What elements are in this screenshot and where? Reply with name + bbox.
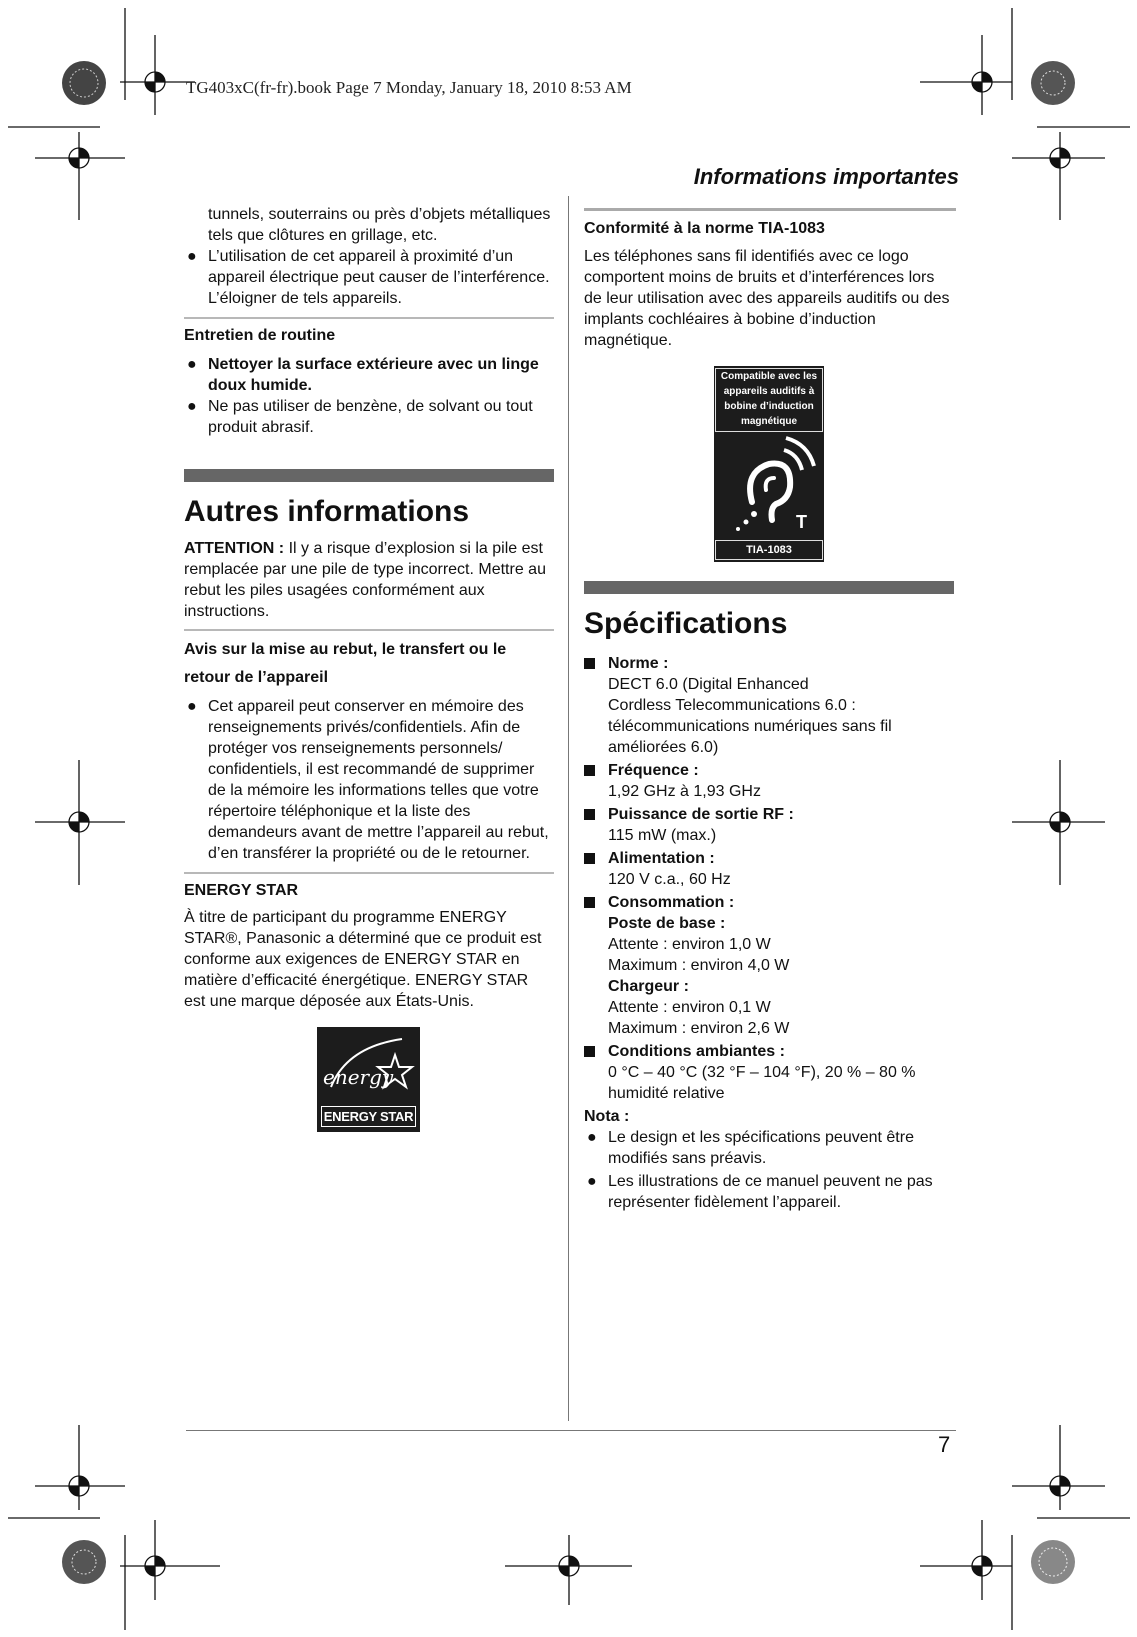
bullet-icon: ● — [187, 356, 197, 373]
bullet-icon: ● — [187, 398, 197, 415]
energy-star-logo-label: ENERGY STAR — [321, 1106, 416, 1127]
spec-item: Alimentation : 120 V c.a., 60 Hz — [584, 848, 964, 890]
running-title: Informations importantes — [693, 164, 959, 189]
specifications-list — [584, 653, 964, 1213]
list-item: ● L’utilisation de cet appareil à proximité d’un appareil électrique peut causer de l’interférence. L’éloigner de tels appareils. — [187, 248, 550, 307]
tia-1083-logo — [714, 366, 824, 562]
energy-star-title: ENERGY STAR — [184, 882, 299, 899]
footer-rule — [186, 1430, 956, 1431]
running-title-rule — [584, 208, 956, 211]
section-rule — [184, 317, 554, 319]
square-bullet-icon — [584, 765, 595, 776]
tia-title: Conformité à la norme TIA-1083 — [584, 220, 825, 237]
attention-label: ATTENTION : — [184, 540, 285, 557]
list-item: ● Nettoyer la surface extérieure avec un linge doux humide. — [187, 356, 539, 394]
specifications-title: Spécifications — [584, 607, 788, 640]
list-item: ● Ne pas utiliser de benzène, de solvant ou tout produit abrasif. — [187, 398, 533, 436]
left-column — [184, 204, 556, 309]
routine-title: Entretien de routine — [184, 327, 336, 344]
print-header: TG403xC(fr-fr).book Page 7 Monday, January 18, 2010 8:53 AM — [186, 78, 632, 97]
bullet-icon: ● — [587, 1129, 597, 1146]
section-bar — [184, 469, 554, 482]
square-bullet-icon — [584, 897, 595, 908]
energy-star-paragraph: À titre de participant du programme ENERGY STAR®, Panasonic a déterminé que ce produit est conforme aux exigences de ENERGY STAR en matière d’efficacité énergétique. ENERGY STAR est une marque déposée aux États-Unis. — [184, 909, 542, 1010]
page-number: 7 — [938, 1432, 951, 1457]
list-item: ● Les illustrations de ce manuel peuvent ne pas représenter fidèlement l’appareil. — [587, 1173, 933, 1211]
routine-list — [184, 354, 556, 438]
spec-item: Consommation : Poste de base : Attente : environ 1,0 W Maximum : environ 4,0 W Chargeur : Attente : environ 0,1 W Maximum : environ 2,6 W — [584, 892, 964, 1039]
tia-logo-footer: TIA-1083 — [715, 540, 823, 560]
square-bullet-icon — [584, 853, 595, 864]
spec-item: Fréquence : 1,92 GHz à 1,93 GHz — [584, 760, 964, 802]
spec-item: Conditions ambiantes : 0 °C – 40 °C (32 °F – 104 °F), 20 % – 80 % humidité relative — [584, 1041, 964, 1104]
section-rule — [184, 872, 554, 874]
bullet-icon: ● — [587, 1173, 597, 1190]
tia-paragraph: Les téléphones sans fil identifiés avec ce logo comportent moins de bruits et d’interférences lors de leur utilisation avec des appareils auditifs ou des implants cochléaires à bobine d’induction magnétique. — [584, 248, 950, 349]
column-divider — [568, 196, 569, 1421]
spec-item: Puissance de sortie RF : 115 mW (max.) — [584, 804, 964, 846]
square-bullet-icon — [584, 809, 595, 820]
spec-item: Norme : DECT 6.0 (Digital Enhanced Cordless Telecommunications 6.0 : télécommunications numériques sans fil améliorées 6.0) — [584, 653, 964, 758]
bullet-icon: ● — [187, 698, 197, 715]
disposal-title: Avis sur la mise au rebut, le transfert ou le retour de l’appareil — [184, 641, 507, 686]
tia-logo-caption: Compatible avec les appareils auditifs à bobine d’induction magnétique — [715, 368, 823, 432]
energy-star-script: energy — [323, 1065, 394, 1089]
section-rule — [184, 629, 554, 631]
crosshair-top-right — [920, 35, 1012, 115]
bullet-icon: ● — [187, 248, 197, 265]
nota-label: Nota : — [584, 1108, 630, 1125]
other-info-title: Autres informations — [184, 495, 470, 528]
disposal-list — [184, 696, 556, 864]
list-item: ● Le design et les spécifications peuvent être modifiés sans préavis. — [587, 1129, 914, 1167]
energy-star-logo — [317, 1027, 420, 1132]
list-item: ● Cet appareil peut conserver en mémoire des renseignements privés/confidentiels. Afin de protéger vos renseignements personnels/ confidentiels, il est recommandé de supprimer de la mémoire les informations telles que votre répertoire téléphonique et la liste des demandeurs avant de mettre l’appareil au rebut, d’en transférer la propriété ou de le retourner. — [187, 698, 549, 862]
square-bullet-icon — [584, 658, 595, 669]
hearing-aid-ear-icon — [714, 432, 824, 542]
intro-paragraph: tunnels, souterrains ou près d’objets métalliques tels que clôtures en grillage, etc. — [208, 206, 551, 244]
attention-paragraph: ATTENTION : Il y a risque d’explosion si la pile est remplacée par une pile de type incorrect. Mettre au rebut les piles usagées conformément aux instructions. — [184, 540, 546, 620]
section-bar — [584, 581, 954, 594]
tia-logo-letter: T — [796, 512, 807, 532]
square-bullet-icon — [584, 1046, 595, 1057]
